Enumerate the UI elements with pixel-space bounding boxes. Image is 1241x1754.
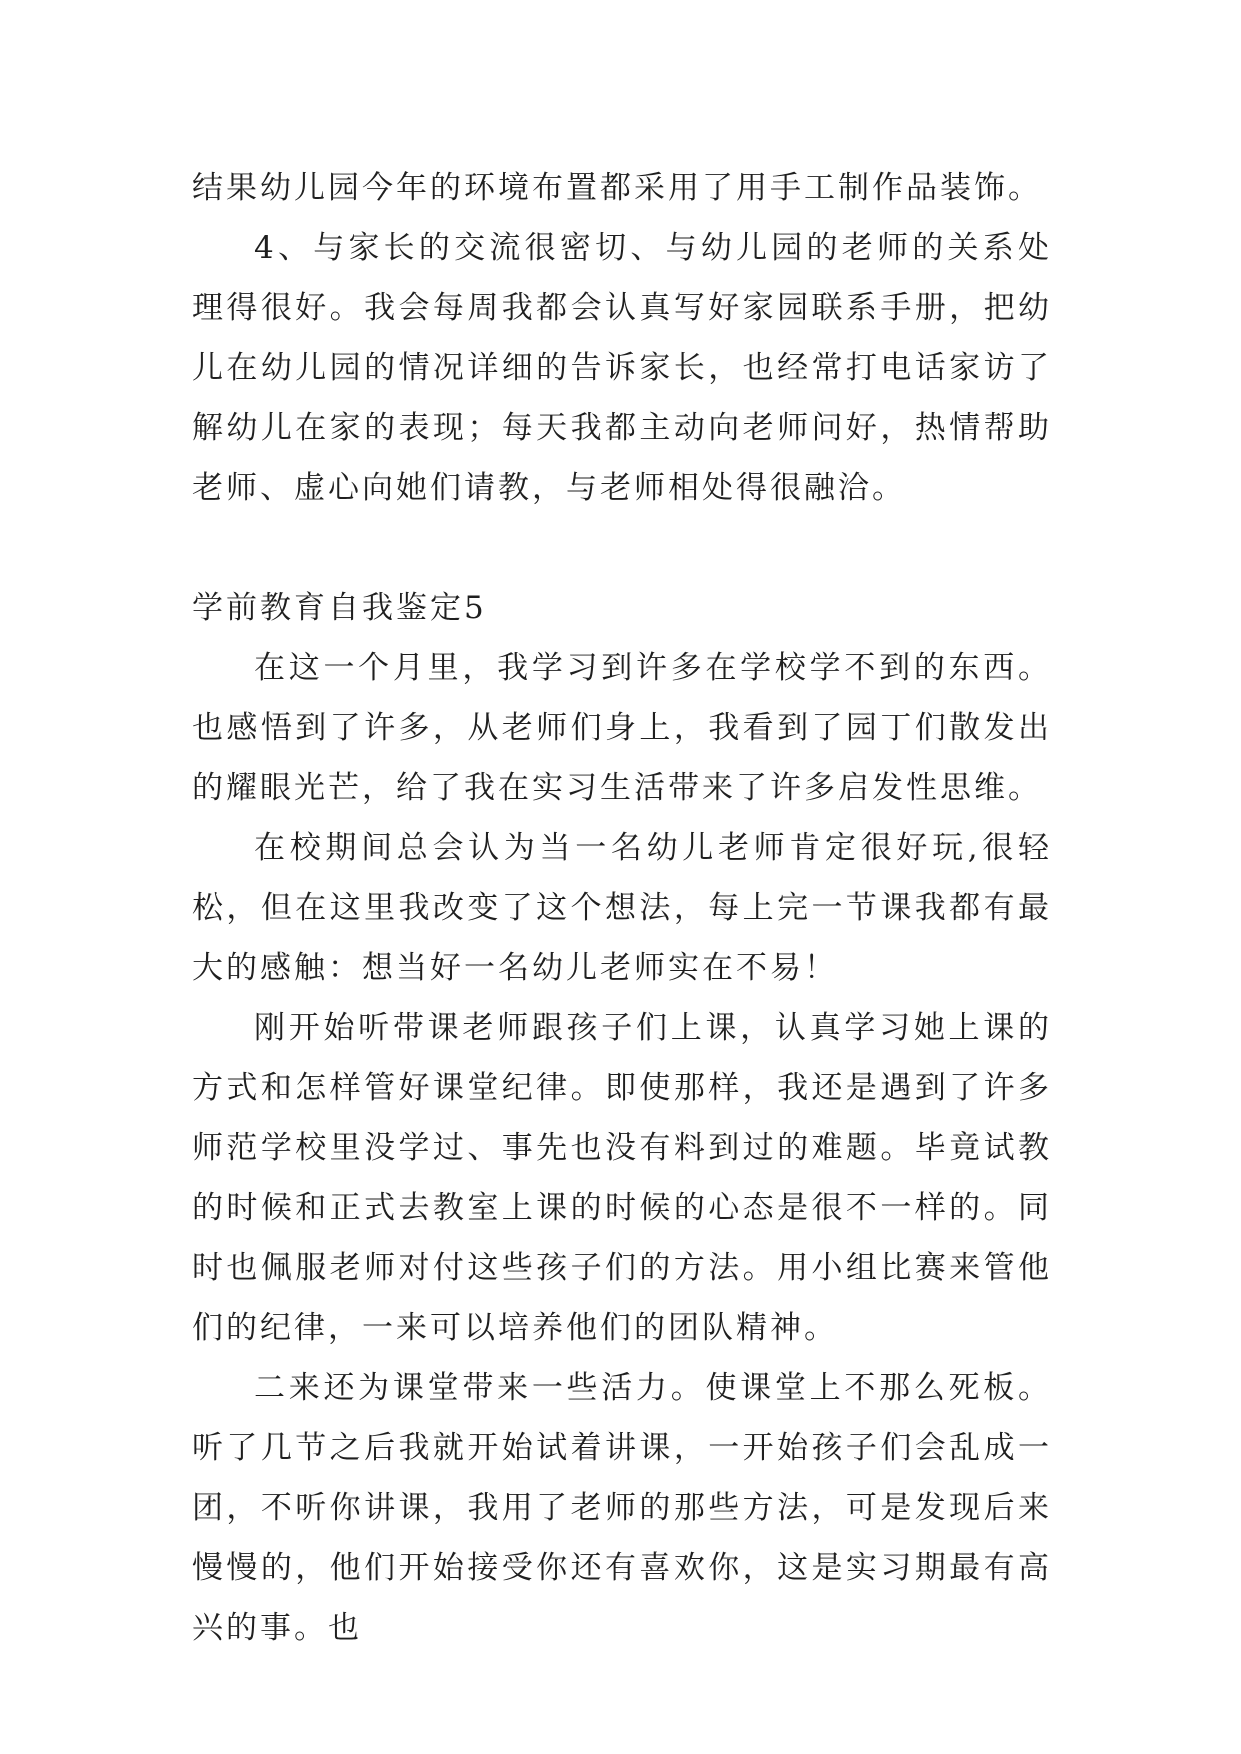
document-body bbox=[192, 158, 1052, 1658]
paragraph-continuation: 结果幼儿园今年的环境布置都采用了用手工制作品装饰。 bbox=[192, 170, 1042, 206]
paragraph-classroom-vitality: 二来还为课堂带来一些活力。使课堂上不那么死板。听了几节之后我就开始试着讲课，一开始孩子们会乱成一团，不听你讲课，我用了老师的那些方法，可是发现后来慢慢的，他们开始接受你还有喜欢你，这是实习期最有高兴的事。也 bbox=[192, 1370, 1052, 1646]
section-heading: 学前教育自我鉴定5 bbox=[192, 590, 487, 626]
paragraph-parent-communication: 4、与家长的交流很密切、与幼儿园的老师的关系处理得很好。我会每周我都会认真写好家园联系手册，把幼儿在幼儿园的情况详细的告诉家长，也经常打电话家访了解幼儿在家的表现；每天我都主动向老师问好，热情帮助老师、虚心向她们请教，与老师相处得很融洽。 bbox=[192, 230, 1052, 506]
paragraph-observing-lessons: 刚开始听带课老师跟孩子们上课，认真学习她上课的方式和怎样管好课堂纪律。即使那样，我还是遇到了许多师范学校里没学过、事先也没有料到过的难题。毕竟试教的时候和正式去教室上课的时候的心态是很不一样的。同时也佩服老师对付这些孩子们的方法。用小组比赛来管他们的纪律，一来可以培养他们的团队精神。 bbox=[192, 1010, 1052, 1346]
paragraph-month-learning: 在这一个月里，我学习到许多在学校学不到的东西。也感悟到了许多，从老师们身上，我看到了园丁们散发出的耀眼光芒，给了我在实习生活带来了许多启发性思维。 bbox=[192, 650, 1052, 806]
paragraph-teacher-not-easy: 在校期间总会认为当一名幼儿老师肯定很好玩,很轻松，但在这里我改变了这个想法，每上完一节课我都有最大的感触：想当好一名幼儿老师实在不易！ bbox=[192, 830, 1052, 986]
